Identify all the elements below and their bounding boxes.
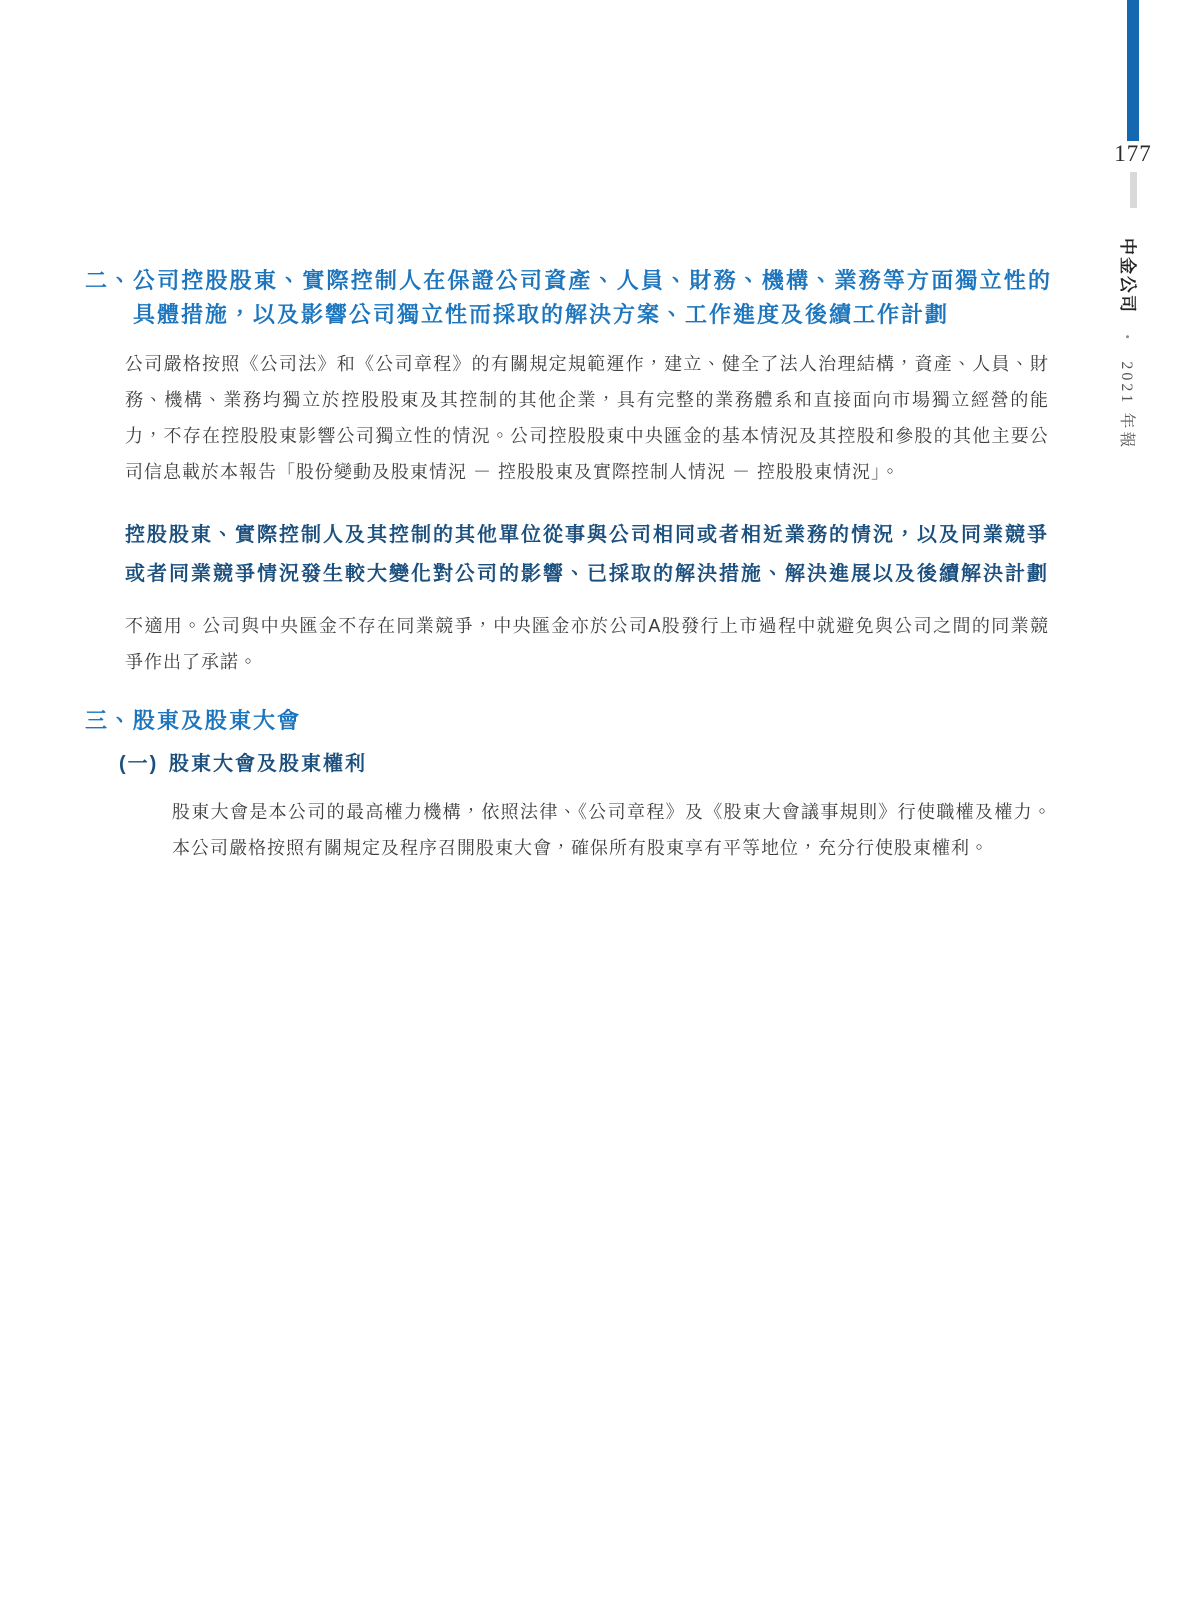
section2-heading-text: 公司控股股東、實際控制人在保證公司資產、人員、財務、機構、業務等方面獨立性的具體措施，以及影響公司獨立性而採取的解決方案、工作進度及後續工作計劃 [133, 268, 1052, 327]
section2-paragraph1: 公司嚴格按照《公司法》和《公司章程》的有關規定規範運作，建立、健全了法人治理結構，資產、人員、財務、機構、業務均獨立於控股股東及其控制的其他企業，具有完整的業務體系和直接面向市場獨立經營的能力，不存在控股股東影響公司獨立性的情況。公司控股股東中央匯金的基本情況及其控股和參股的其他主要公司信息載於本報告「股份變動及股東情況 － 控股股東及實際控制人情況 － 控股股東情況」。 [125, 354, 1049, 482]
section2-heading-number: 二、 [85, 268, 134, 293]
sidebar-vertical-tab [1117, 238, 1142, 450]
section3-heading-text: 股東及股東大會 [133, 708, 302, 733]
section3-paragraph: 股東大會是本公司的最高權力機構，依照法律、《公司章程》及《股東大會議事規則》行使職權及權力。本公司嚴格按照有關規定及程序召開股東大會，確保所有股東享有平等地位，充分行使股東權利。 [172, 802, 1052, 858]
section3-heading-number: 三、 [85, 708, 134, 733]
section3-subheading [119, 748, 1052, 780]
section2-subheading: 控股股東、實際控制人及其控制的其他單位從事與公司相同或者相近業務的情況，以及同業競爭或者同業競爭情況發生較大變化對公司的影響、已採取的解決措施、解決進展以及後續解決計劃 [125, 524, 1049, 585]
report-edition: 2021 年報 [1118, 361, 1135, 451]
section2-paragraph2: 不適用。公司與中央匯金不存在同業競爭，中央匯金亦於公司A股發行上市過程中就避免與公司之間的同業競爭作出了承諾。 [125, 616, 1049, 672]
bullet-separator-icon: • [1121, 334, 1133, 341]
section2-heading [85, 264, 1052, 332]
page-number: 177 [1114, 141, 1152, 166]
company-name: 中金公司 [1118, 238, 1137, 314]
main-content [85, 264, 1052, 866]
accent-bar [1127, 0, 1139, 141]
page-number-divider [1130, 172, 1137, 208]
section3-heading [85, 704, 1052, 738]
section3-subheading-text: 股東大會及股東權利 [169, 753, 367, 775]
section3-subheading-number: (一) [119, 753, 159, 775]
